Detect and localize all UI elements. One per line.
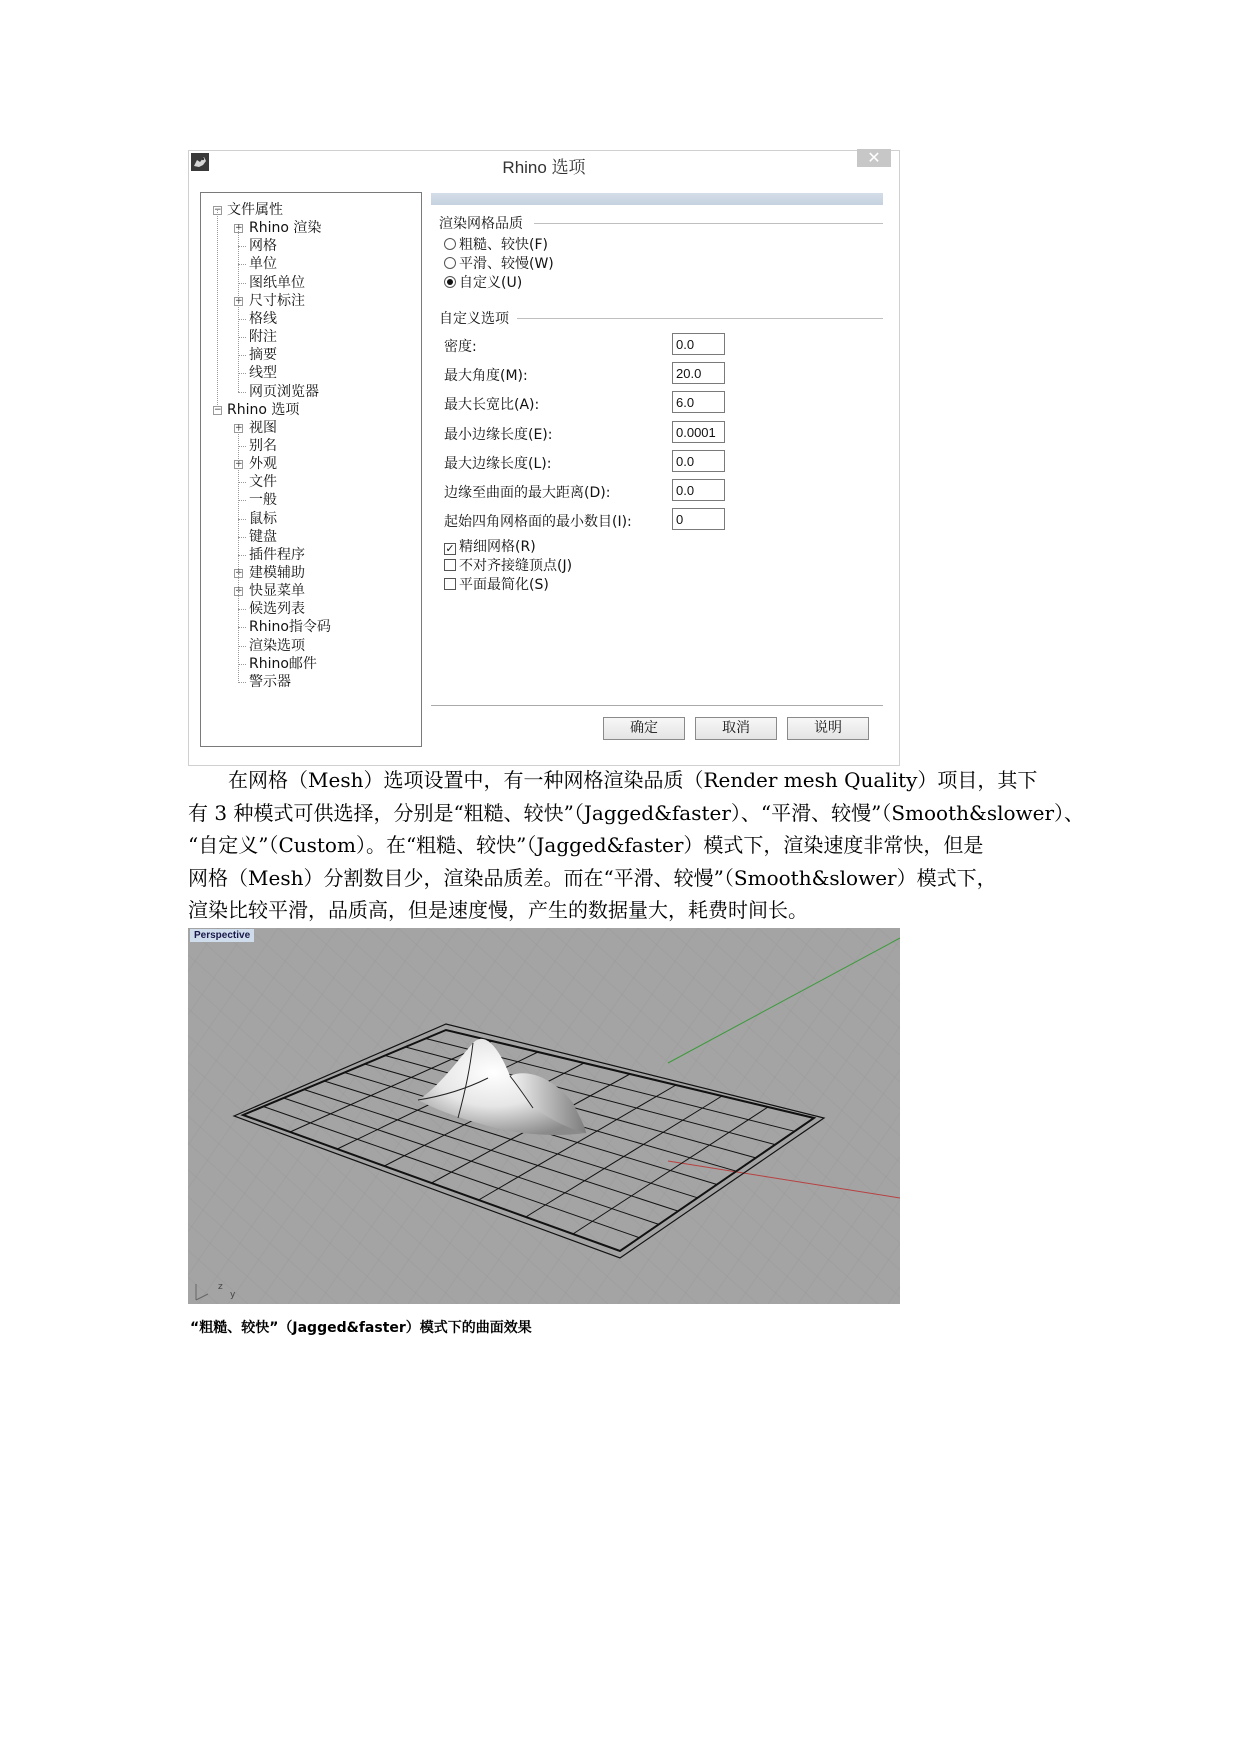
- tree-connector: [238, 283, 246, 284]
- tree-item[interactable]: [249, 292, 305, 310]
- tree-item[interactable]: [249, 546, 305, 564]
- radio-label: 粗糙、较快(F): [459, 237, 548, 253]
- tree-item-label: 别名: [249, 437, 277, 454]
- close-button[interactable]: ✕: [857, 149, 891, 167]
- custom-options-group-title: 自定义选项: [439, 311, 509, 327]
- tree-connector: [238, 373, 246, 374]
- tree-item-label: 快显菜单: [249, 583, 305, 600]
- tree-item[interactable]: [249, 237, 277, 255]
- tree-connector: [238, 246, 246, 247]
- quality-radio-option[interactable]: [444, 236, 548, 254]
- quality-radio-option[interactable]: [444, 274, 522, 292]
- tree-item-label: 附注: [249, 329, 277, 346]
- tree-item[interactable]: [249, 255, 277, 273]
- field-input[interactable]: [672, 450, 725, 472]
- checkbox-label: 不对齐接缝顶点(J): [459, 558, 573, 574]
- tree-item-label: 摘要: [249, 347, 277, 364]
- field-label: 最大边缘长度(L):: [444, 456, 552, 472]
- tree-item[interactable]: [249, 219, 321, 237]
- quality-radio-option[interactable]: [444, 255, 554, 273]
- tree-item[interactable]: [249, 510, 277, 528]
- tree-item[interactable]: [249, 310, 277, 328]
- pane-header-band: [431, 193, 883, 205]
- tree-connector: [238, 609, 246, 610]
- tree-item[interactable]: [249, 364, 277, 382]
- tree-item-label: 单位: [249, 256, 277, 273]
- group-divider: [517, 318, 883, 319]
- body-paragraph: [188, 764, 1085, 927]
- tree-connector: [238, 392, 246, 393]
- tree-item[interactable]: [249, 528, 277, 546]
- tree-item[interactable]: [249, 274, 305, 292]
- rhino-options-dialog: [188, 150, 900, 766]
- field-input[interactable]: [672, 391, 725, 413]
- tree-item[interactable]: [249, 600, 305, 618]
- help-button[interactable]: 说明: [787, 717, 869, 740]
- tree-item-label: Rhino邮件: [249, 655, 317, 672]
- tree-connector: [238, 482, 246, 483]
- tree-item-label: 键盘: [249, 528, 277, 545]
- tree-item-label: 渲染选项: [249, 637, 305, 654]
- tree-item-label: 建模辅助: [249, 565, 305, 581]
- expand-icon[interactable]: +: [235, 295, 243, 306]
- tree-item[interactable]: [249, 655, 317, 673]
- expand-icon[interactable]: +: [235, 422, 243, 433]
- tree-item[interactable]: [249, 346, 277, 364]
- tree-connector: [238, 682, 246, 683]
- tree-item[interactable]: [249, 618, 331, 636]
- field-input[interactable]: [672, 421, 725, 443]
- field-input[interactable]: [672, 508, 725, 530]
- tree-item[interactable]: [249, 637, 305, 655]
- radio-unselected-icon[interactable]: [444, 257, 456, 269]
- figure-caption: “粗糙、较快”（Jagged&faster）模式下的曲面效果: [190, 1320, 532, 1336]
- paragraph-line: 有 3 种模式可供选择，分别是“粗糙、较快”（Jagged&faster）、“平滑、较慢”（Smooth&slower）、: [188, 800, 1085, 825]
- mesh-checkbox-option[interactable]: [444, 538, 536, 556]
- radio-unselected-icon[interactable]: [444, 238, 456, 250]
- checkbox-unchecked-icon[interactable]: [444, 559, 456, 571]
- tree-item-label: 网页浏览器: [249, 383, 319, 400]
- field-input[interactable]: [672, 362, 725, 384]
- checkbox-label: 精细网格(R): [459, 539, 536, 555]
- tree-connector: [238, 319, 246, 320]
- paragraph-line: 在网格（Mesh）选项设置中，有一种网格渲染品质（Render mesh Quality）项目，其下: [188, 768, 1038, 792]
- radio-label: 平滑、较慢(W): [459, 256, 554, 272]
- tree-connector: [238, 555, 246, 556]
- tree-item-label: 候选列表: [249, 601, 305, 618]
- mesh-surface[interactable]: [234, 1024, 824, 1258]
- collapse-icon[interactable]: −: [214, 205, 222, 215]
- title-bar: [189, 148, 899, 177]
- checkbox-unchecked-icon[interactable]: [444, 578, 456, 590]
- tree-item-label: 尺寸标注: [249, 292, 305, 309]
- tree-item[interactable]: [249, 419, 277, 437]
- paragraph-line: 网格（Mesh）分割数目少，渲染品质差。而在“平滑、较慢”（Smooth&slower）模式下，: [188, 865, 997, 890]
- tree-connector: [238, 627, 246, 628]
- tree-connector: [238, 355, 246, 356]
- tree-item[interactable]: [227, 201, 283, 219]
- tree-item-label: 警示器: [249, 673, 291, 690]
- tree-item[interactable]: [227, 401, 299, 419]
- tree-item-label: 网格: [249, 238, 277, 255]
- tree-connector: [238, 646, 246, 647]
- tree-item-label: 图纸单位: [249, 274, 305, 291]
- tree-item-label: 插件程序: [249, 546, 305, 563]
- field-label: 起始四角网格面的最小数目(I):: [444, 514, 632, 530]
- options-tree[interactable]: [200, 192, 422, 747]
- render-quality-group-title: 渲染网格品质: [439, 216, 523, 232]
- checkbox-checked-icon[interactable]: ✓: [445, 542, 455, 555]
- group-divider: [534, 223, 883, 224]
- mesh-checkbox-option[interactable]: [444, 557, 572, 575]
- tree-item[interactable]: [249, 455, 277, 473]
- tree-item[interactable]: [249, 383, 319, 401]
- tree-item[interactable]: [249, 491, 277, 509]
- tree-connector: [238, 428, 239, 683]
- tree-item[interactable]: [249, 564, 305, 582]
- paragraph-line: “自定义”（Custom）。在“粗糙、较快”（Jagged&faster）模式下，渲染速度非常快，但是: [188, 833, 984, 857]
- tree-connector: [238, 228, 239, 392]
- field-label: 最小边缘长度(E):: [444, 427, 553, 443]
- radio-label: 自定义(U): [459, 275, 523, 291]
- tree-connector: [238, 500, 246, 501]
- field-label: 边缘至曲面的最大距离(D):: [444, 485, 611, 501]
- tree-item-label: Rhino 渲染: [249, 220, 322, 237]
- field-label: 密度:: [444, 339, 477, 355]
- tree-item[interactable]: [249, 473, 277, 491]
- tree-connector: [217, 210, 218, 405]
- tree-item[interactable]: [249, 328, 277, 346]
- tree-item[interactable]: [249, 673, 291, 691]
- footer-divider: [431, 705, 883, 706]
- tree-item[interactable]: [249, 437, 277, 455]
- viewport-canvas: [188, 928, 900, 1304]
- tree-connector: [238, 537, 246, 538]
- expand-icon[interactable]: +: [235, 223, 243, 234]
- field-label: 最大长宽比(A):: [444, 397, 540, 413]
- expand-icon[interactable]: +: [235, 586, 243, 597]
- tree-item-label: 格线: [249, 310, 277, 327]
- expand-icon[interactable]: +: [235, 568, 243, 578]
- tree-item-label: 一般: [249, 492, 277, 509]
- field-label: 最大角度(M):: [444, 368, 528, 384]
- expand-icon[interactable]: +: [235, 459, 243, 470]
- paragraph-line: 渲染比较平滑，品质高，但是速度慢，产生的数据量大，耗费时间长。: [188, 898, 808, 922]
- tree-item-label: Rhino指令码: [249, 619, 331, 636]
- tree-connector: [238, 664, 246, 665]
- tree-item-label: 视图: [249, 419, 277, 436]
- perspective-viewport[interactable]: [188, 928, 900, 1304]
- tree-connector: [238, 337, 246, 338]
- viewport-label[interactable]: Perspective: [190, 929, 254, 942]
- tree-item-label: 外观: [249, 456, 277, 473]
- tree-item-label: Rhino 选项: [227, 401, 300, 418]
- tree-connector: [238, 446, 246, 447]
- field-input[interactable]: [672, 333, 725, 355]
- dialog-title: Rhino 选项: [502, 158, 586, 177]
- tree-item-label: 鼠标: [249, 510, 277, 527]
- collapse-icon[interactable]: −: [214, 404, 222, 415]
- mesh-checkbox-option[interactable]: [444, 576, 549, 594]
- tree-connector: [238, 519, 246, 520]
- checkbox-label: 平面最简化(S): [459, 577, 549, 593]
- cancel-button[interactable]: 取消: [695, 717, 777, 740]
- y-axis-line: [668, 938, 900, 1063]
- axis-z-label: z: [218, 1282, 223, 1292]
- tree-item-label: 文件属性: [227, 202, 283, 218]
- radio-selected-icon[interactable]: [444, 276, 456, 288]
- field-input[interactable]: [672, 479, 725, 501]
- axis-y-label: y: [230, 1290, 236, 1300]
- tree-item[interactable]: [249, 582, 305, 600]
- tree-connector: [238, 264, 246, 265]
- ok-button[interactable]: 确定: [603, 717, 685, 740]
- tree-item-label: 线型: [249, 365, 277, 382]
- tree-item-label: 文件: [249, 474, 277, 491]
